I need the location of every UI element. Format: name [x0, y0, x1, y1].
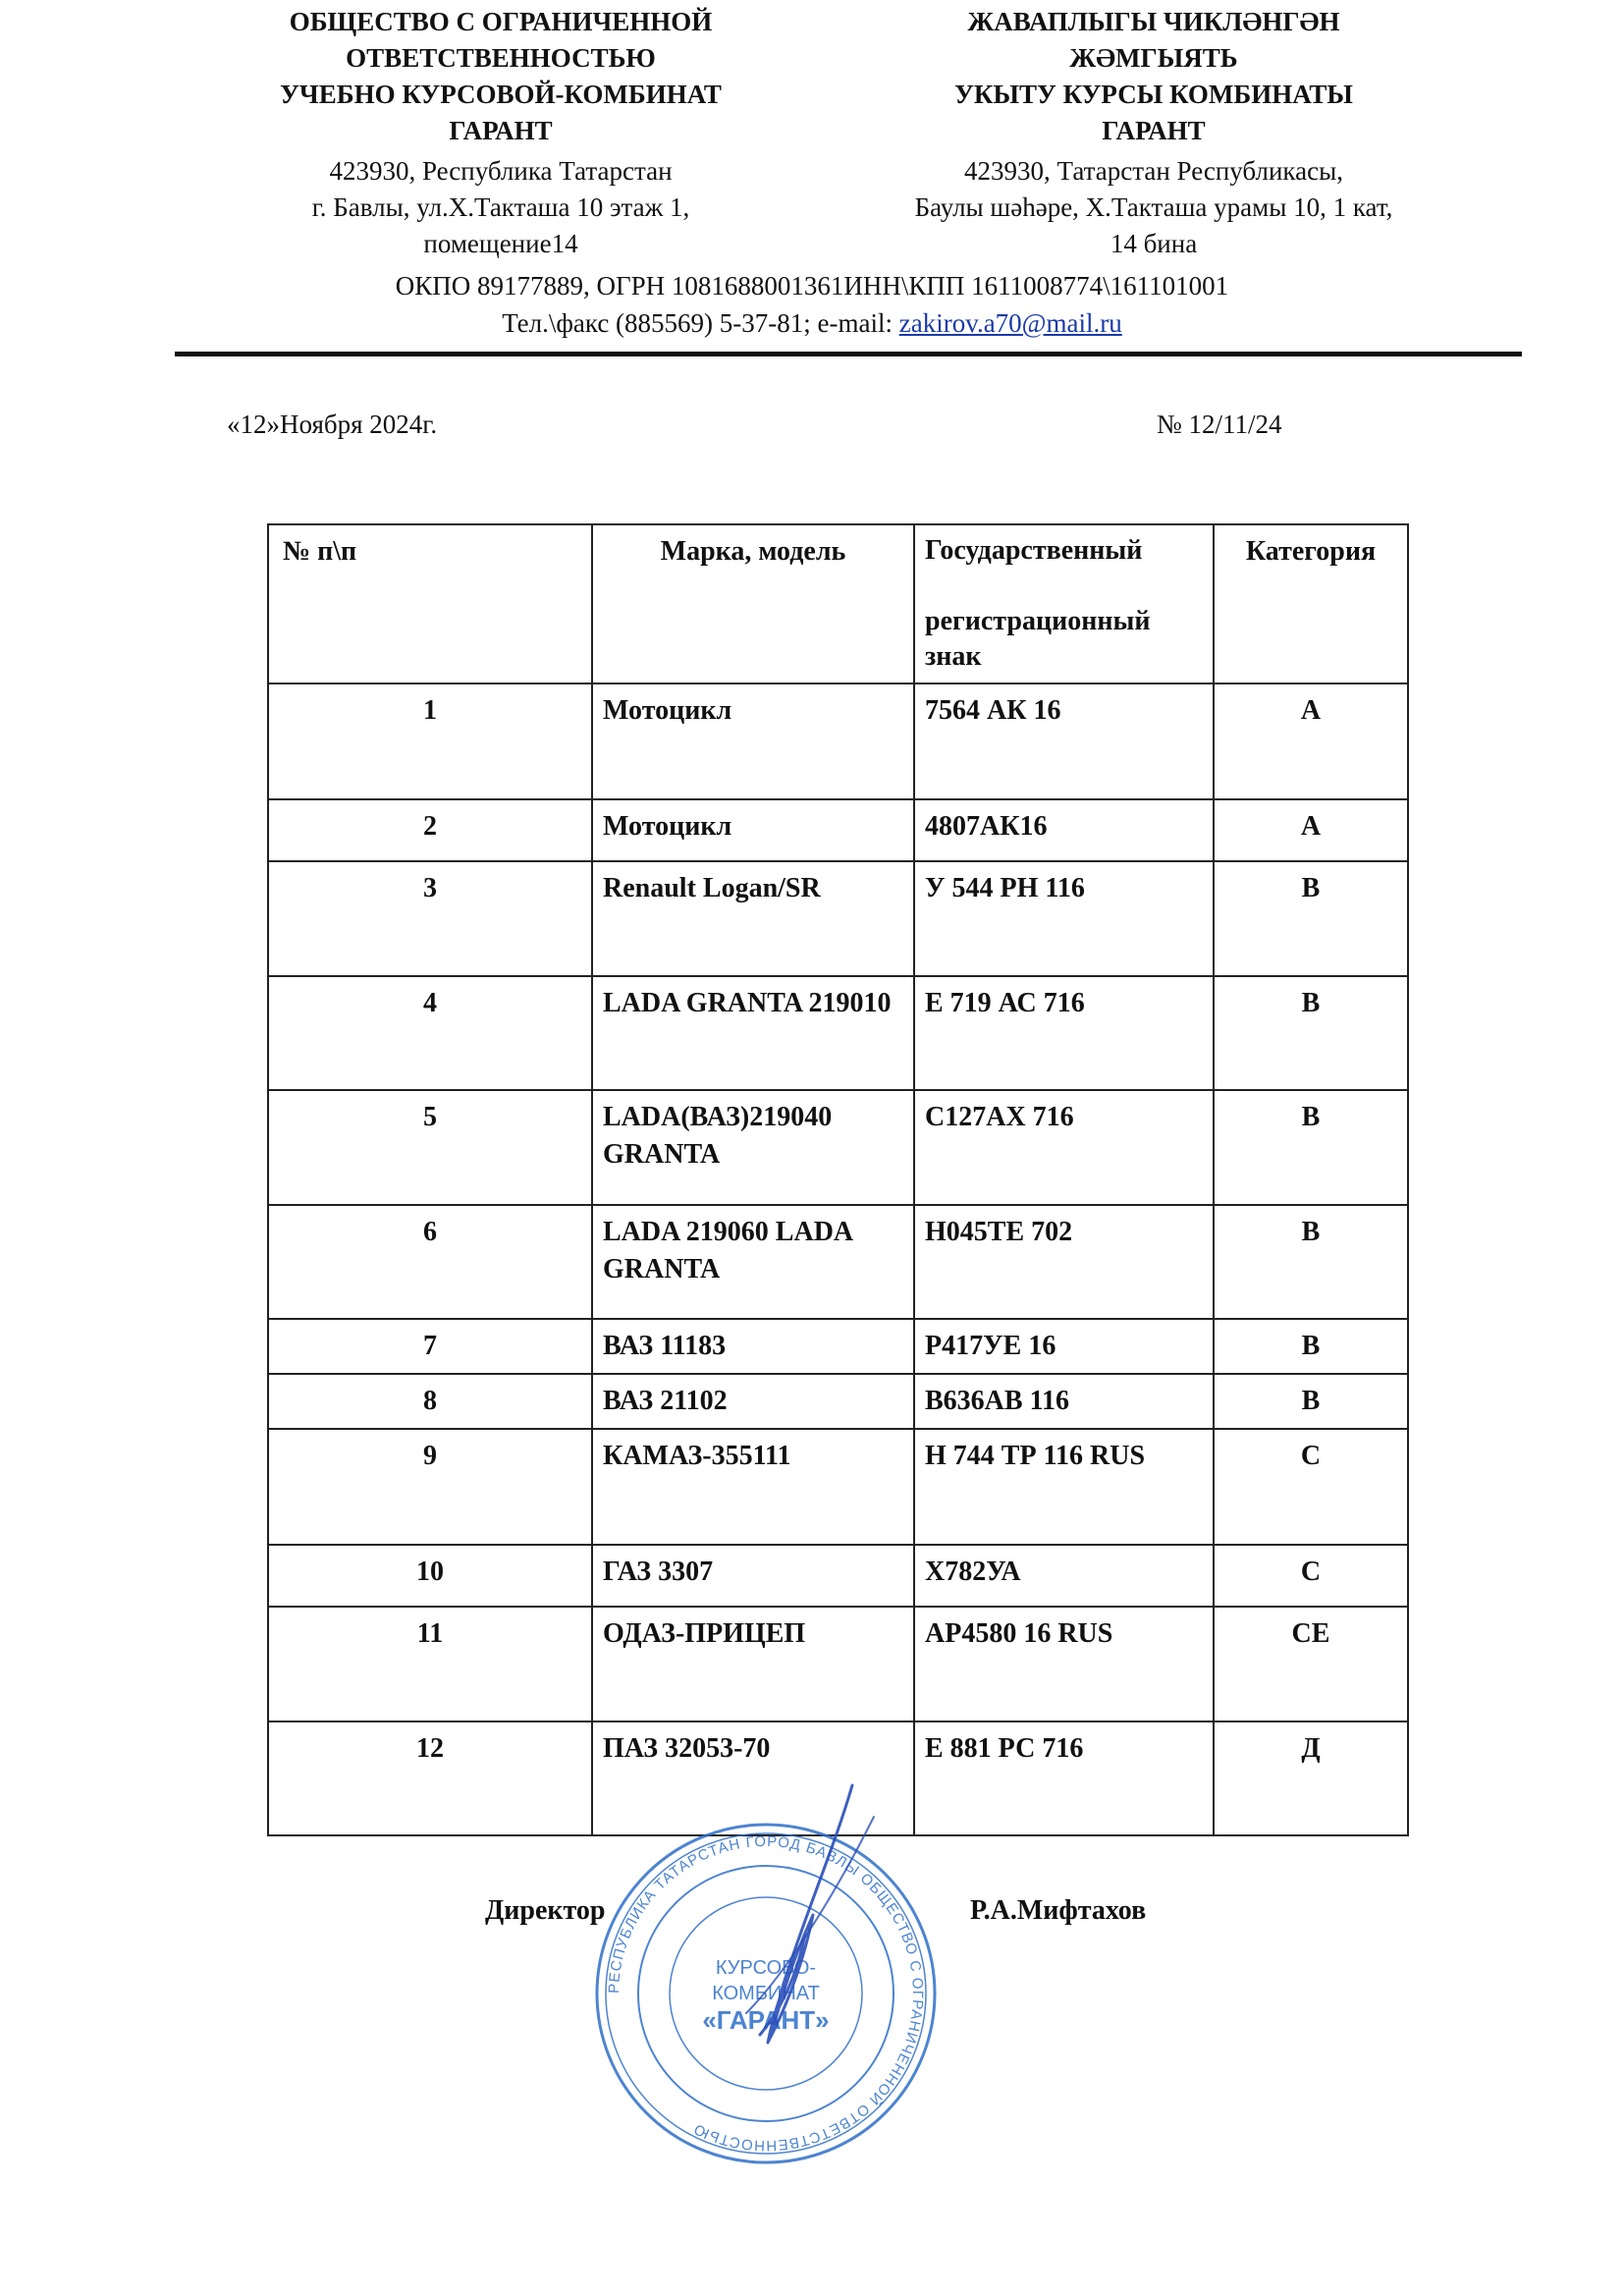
- row-plate: Е 719 АС 716: [914, 976, 1214, 1090]
- row-number: 8: [268, 1374, 592, 1429]
- row-plate: Р417УЕ 16: [914, 1319, 1214, 1374]
- row-number: 9: [268, 1429, 592, 1545]
- row-model: ВАЗ 11183: [592, 1319, 914, 1374]
- seal-outer-text: РЕСПУБЛИКА ТАТАРСТАН ГОРОД БАВЛЫ ОБЩЕСТВО С ОГРАНИЧЕННОЙ ОТВЕТСТВЕННОСТЬЮ: [605, 1832, 927, 2155]
- phone-fax: Тел.\факс (885569) 5-37-81; e-mail:: [502, 308, 899, 338]
- row-number: 11: [268, 1607, 592, 1721]
- row-number: 1: [268, 683, 592, 799]
- row-plate: 4807АК16: [914, 799, 1214, 861]
- header-divider: [175, 352, 1522, 356]
- row-number: 10: [268, 1545, 592, 1607]
- row-model: Renault Logan/SR: [592, 861, 914, 976]
- header-right-column: [844, 4, 1463, 262]
- email-link[interactable]: zakirov.a70@mail.ru: [898, 308, 1122, 338]
- address-tatar: 423930, Татарстан Республикасы, Баулы шәһәре, Х.Такташа урамы 10, 1 кат, 14 бина: [914, 156, 1393, 258]
- row-model: Мотоцикл: [592, 799, 914, 861]
- header-plate: [914, 524, 1214, 683]
- header-number: № п\п: [268, 524, 592, 683]
- row-plate: 7564 АК 16: [914, 683, 1214, 799]
- director-signature: [687, 1777, 903, 2052]
- table-row: [268, 683, 1408, 799]
- table-row: [268, 799, 1408, 861]
- seal-line-2: КОМБИНАТ: [712, 1983, 820, 2004]
- document-date: «12»Ноября 2024г.: [227, 410, 438, 439]
- row-category: А: [1214, 683, 1408, 799]
- director-title: Директор: [485, 1895, 606, 1926]
- row-category: В: [1214, 976, 1408, 1090]
- row-plate: АР4580 16 RUS: [914, 1607, 1214, 1721]
- row-plate: Е 881 РС 716: [914, 1721, 1214, 1835]
- header-plate-line2: регистрационный знак: [925, 606, 1151, 672]
- header-left-column: [221, 4, 781, 262]
- vehicle-table: [267, 523, 1409, 1836]
- row-model: ВАЗ 21102: [592, 1374, 914, 1429]
- document-number: № 12/11/24: [1157, 410, 1282, 439]
- table-row: [268, 1545, 1408, 1607]
- table-header-row: [268, 524, 1408, 683]
- header-category: Категория: [1214, 524, 1408, 683]
- row-plate: Н045ТЕ 702: [914, 1205, 1214, 1319]
- row-category: В: [1214, 1374, 1408, 1429]
- row-category: Д: [1214, 1721, 1408, 1835]
- director-name: Р.А.Мифтахов: [970, 1895, 1147, 1926]
- header-model: Марка, модель: [592, 524, 914, 683]
- table-row: [268, 1319, 1408, 1374]
- row-number: 7: [268, 1319, 592, 1374]
- org-name-russian: ОБЩЕСТВО С ОГРАНИЧЕННОЙ ОТВЕТСТВЕННОСТЬЮ УЧЕБНО КУРСОВОЙ-КОМБИНАТ ГАРАНТ: [280, 7, 722, 145]
- row-number: 4: [268, 976, 592, 1090]
- registration-codes: ОКПО 89177889, ОГРН 1081688001361ИНН\КПП 1611008774\161101001: [395, 271, 1229, 301]
- row-plate: Х782УА: [914, 1545, 1214, 1607]
- address-russian: 423930, Республика Татарстан г. Бавлы, ул.Х.Такташа 10 этаж 1, помещение14: [311, 156, 690, 258]
- row-plate: У 544 РН 116: [914, 861, 1214, 976]
- table-row: [268, 976, 1408, 1090]
- row-model: ГАЗ 3307: [592, 1545, 914, 1607]
- row-category: В: [1214, 1090, 1408, 1205]
- row-category: А: [1214, 799, 1408, 861]
- seal-line-1: КУРСОВО-: [715, 1957, 817, 1979]
- row-model: LADA GRANTA 219010: [592, 976, 914, 1090]
- row-category: СЕ: [1214, 1607, 1408, 1721]
- row-number: 5: [268, 1090, 592, 1205]
- row-number: 3: [268, 861, 592, 976]
- table-row: [268, 1090, 1408, 1205]
- seal-line-3: «ГАРАНТ»: [702, 2005, 830, 2035]
- table-row: [268, 861, 1408, 976]
- contacts-line: [0, 305, 1624, 342]
- row-number: 12: [268, 1721, 592, 1835]
- header-plate-line1: Государственный: [925, 535, 1143, 566]
- table-row: [268, 1205, 1408, 1319]
- row-plate: В636АВ 116: [914, 1374, 1214, 1429]
- row-plate: Н 744 ТР 116 RUS: [914, 1429, 1214, 1545]
- org-name-tatar: ЖАВАПЛЫГЫ ЧИКЛӘНГӘН ЖӘМГЫЯТЬ УКЫТУ КУРСЫ КОМБИНАТЫ ГАРАНТ: [954, 7, 1353, 145]
- row-model: Мотоцикл: [592, 683, 914, 799]
- row-category: В: [1214, 1205, 1408, 1319]
- table-row: [268, 1374, 1408, 1429]
- row-category: С: [1214, 1429, 1408, 1545]
- table-row: [268, 1607, 1408, 1721]
- row-category: В: [1214, 861, 1408, 976]
- row-category: В: [1214, 1319, 1408, 1374]
- row-model: ПАЗ 32053-70: [592, 1721, 914, 1835]
- row-plate: С127АХ 716: [914, 1090, 1214, 1205]
- row-category: С: [1214, 1545, 1408, 1607]
- row-model: ОДАЗ-ПРИЦЕП: [592, 1607, 914, 1721]
- row-number: 6: [268, 1205, 592, 1319]
- row-model: LADA(ВАЗ)219040 GRANTA: [592, 1090, 914, 1205]
- row-number: 2: [268, 799, 592, 861]
- row-model: LADA 219060 LADA GRANTA: [592, 1205, 914, 1319]
- row-model: КАМАЗ-355111: [592, 1429, 914, 1545]
- table-row: [268, 1429, 1408, 1545]
